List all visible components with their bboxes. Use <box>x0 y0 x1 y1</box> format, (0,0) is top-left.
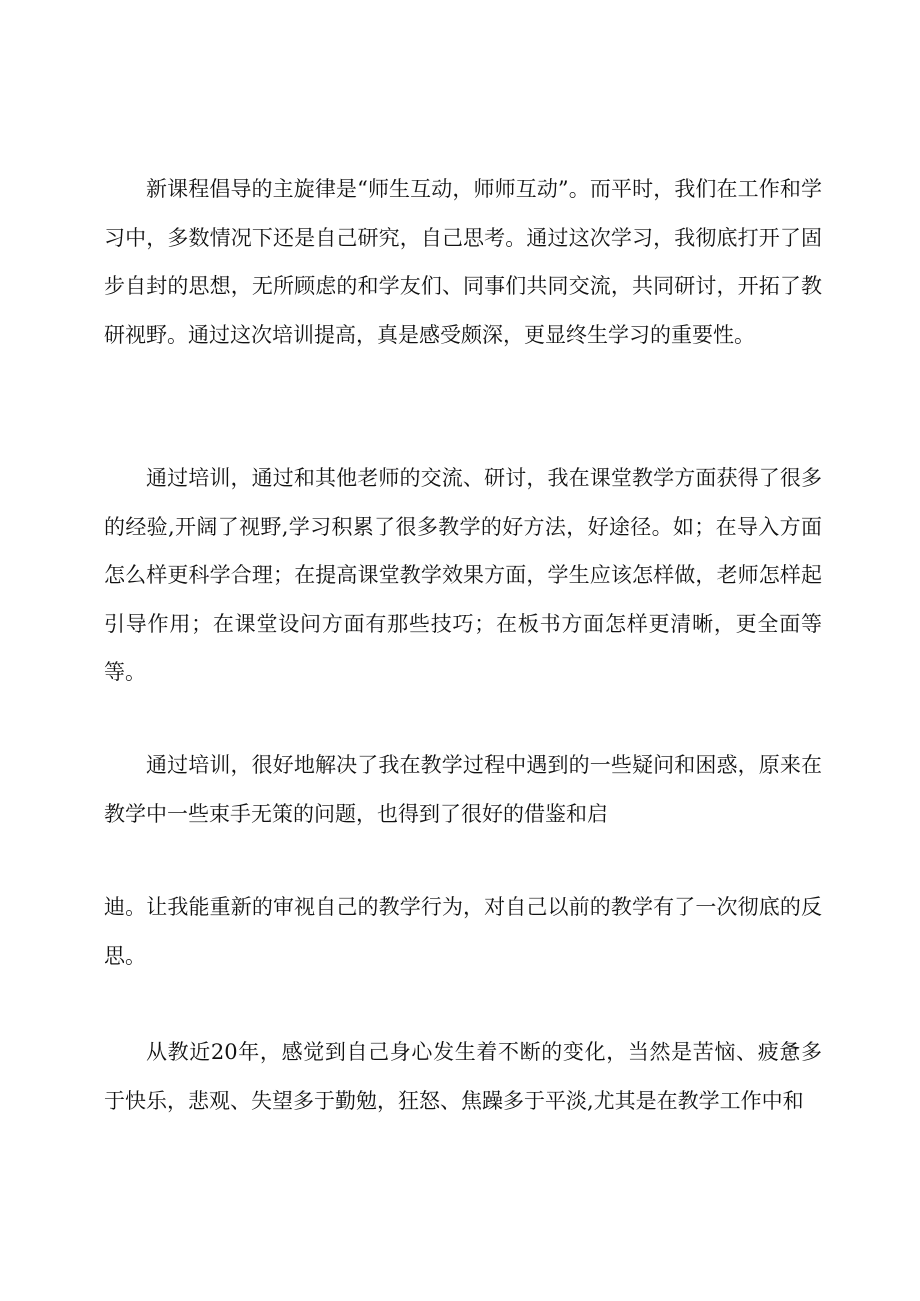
paragraph-resolving-doubts: 通过培训，很好地解决了我在教学过程中遇到的一些疑问和困惑，原来在教学中一些束手无策的问题，也得到了很好的借鉴和启 <box>104 753 822 826</box>
paragraph-interaction-reflection: 新课程倡导的主旋律是“师生互动，师师互动”。而平时，我们在工作和学习中，多数情况下还是自己研究，自己思考。通过这次学习，我彻底打开了固步自封的思想，无所顾虑的和学友们、同事们共同交流，共同研讨，开拓了教研视野。通过这次培训提高，真是感受颇深，更显终生学习的重要性。 <box>104 177 822 347</box>
paragraph-classroom-teaching-gains: 通过培训，通过和其他老师的交流、研讨，我在课堂教学方面获得了很多的经验,开阔了视野,学习积累了很多教学的好方法，好途径。如；在导入方面怎么样更科学合理；在提高课堂教学效果方面，学生应该怎样做，老师怎样起引导作用；在课堂设问方面有那些技巧；在板书方面怎样更清晰，更全面等等。 <box>104 466 822 684</box>
paragraph-resolving-doubts-continued: 迪。让我能重新的审视自己的教学行为，对自己以前的教学有了一次彻底的反思。 <box>104 895 822 968</box>
paragraph-teaching-experience: 从教近20年，感觉到自己身心发生着不断的变化，当然是苦恼、疲惫多于快乐，悲观、失望多于勤勉，狂怒、焦躁多于平淡,尤其是在教学工作中和 <box>104 1040 822 1113</box>
